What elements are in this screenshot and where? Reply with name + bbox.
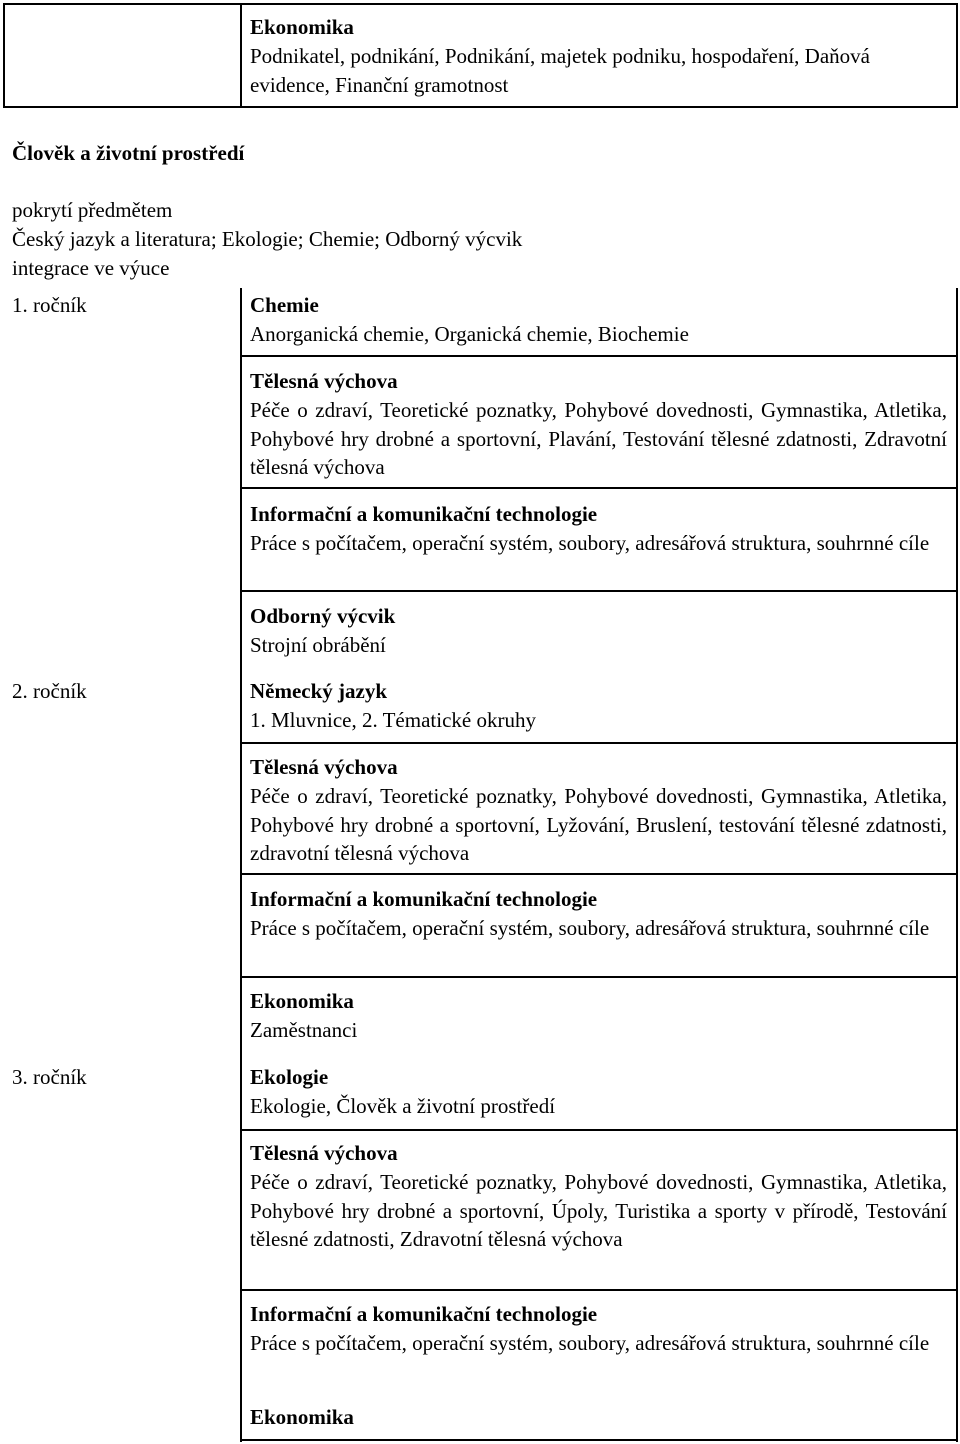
block-text: Péče o zdraví, Teoretické poznatky, Pohybové dovednosti, Gymnastika, Atletika, Pohybové hry drobné a sportovní, Plavání, Testování tělesné zdatnosti, Zdravotní tělesná výchova [250,398,947,480]
block-text: Práce s počítačem, operační systém, soubory, adresářová struktura, souhrnné cíle [250,531,930,555]
coverage-label: pokrytí předmětem [12,198,173,222]
block-text: 1. Mluvnice, 2. Tématické okruhy [250,708,536,732]
top-box-title: Ekonomika [250,15,354,39]
year-label-1: 1. ročník [12,293,87,317]
block-title: Informační a komunikační technologie [250,502,598,526]
block-title: Ekonomika [250,1405,354,1429]
block-title: Tělesná výchova [250,1141,398,1165]
block-text: Zaměstnanci [250,1018,358,1042]
block-title: Ekologie [250,1065,329,1089]
block-title: Ekonomika [250,989,354,1013]
block-title: Informační a komunikační technologie [250,1302,598,1326]
block-text: Péče o zdraví, Teoretické poznatky, Pohybové dovednosti, Gymnastika, Atletika, Pohybové hry drobné a sportovní, Lyžování, Bruslení, testování tělesné zdatnosti, zdravotní tělesná výchova [250,784,947,866]
top-box-text: Podnikatel, podnikání, Podnikání, majetek podniku, hospodaření, Daňová evidence, Finanční gramotnost [250,44,870,97]
block-text: Anorganická chemie, Organická chemie, Biochemie [250,322,689,346]
block-text: Práce s počítačem, operační systém, soubory, adresářová struktura, souhrnné cíle [250,1331,930,1355]
block-text: Péče o zdraví, Teoretické poznatky, Pohybové dovednosti, Gymnastika, Atletika, Pohybové hry drobné a sportovní, Úpoly, Turistika a sporty v přírodě, Testování tělesné zdatnosti, Zdravotní tělesná výchova [250,1170,947,1252]
block-title: Německý jazyk [250,679,388,703]
block-title: Odborný výcvik [250,604,396,628]
block-text: Strojní obrábění [250,633,386,657]
year-label-3: 3. ročník [12,1065,87,1089]
block-title: Tělesná výchova [250,755,398,779]
coverage-subjects: Český jazyk a literatura; Ekologie; Chemie; Odborný výcvik [12,227,523,251]
integration-label: integrace ve výuce [12,256,170,280]
block-text: Práce s počítačem, operační systém, soubory, adresářová struktura, souhrnné cíle [250,916,930,940]
section-heading: Člověk a životní prostředí [12,141,245,165]
year-label-2: 2. ročník [12,679,87,703]
block-text: Ekologie, Člověk a životní prostředí [250,1094,556,1118]
block-title: Informační a komunikační technologie [250,887,598,911]
block-title: Tělesná výchova [250,369,398,393]
block-title: Chemie [250,293,319,317]
